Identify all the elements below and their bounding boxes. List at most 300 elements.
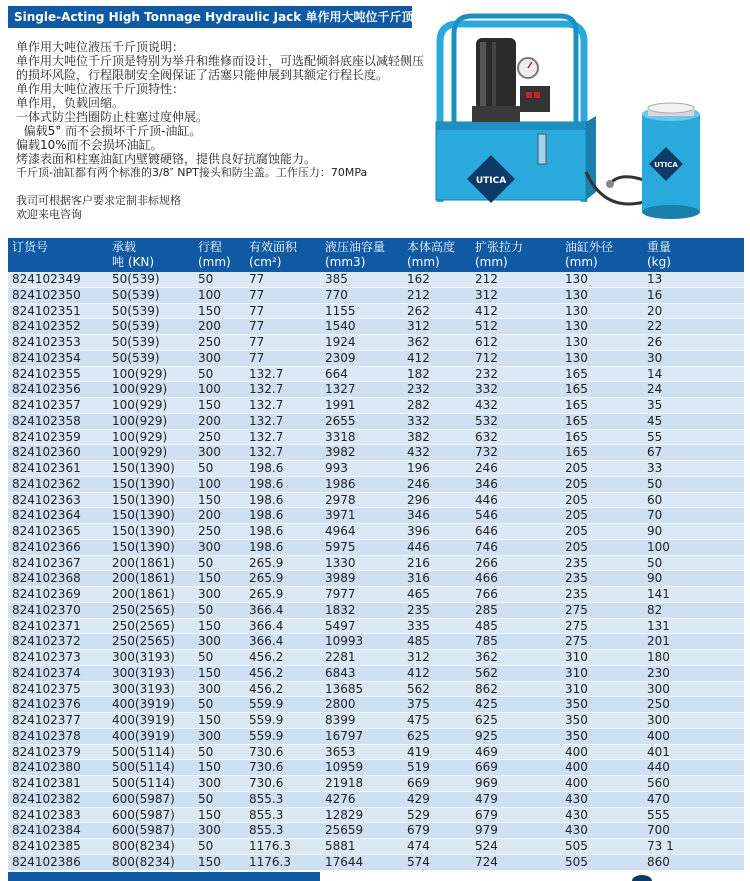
column-header — [194, 238, 245, 272]
table-cell: 532 — [475, 413, 498, 428]
column-header-label: 液压油容量 — [325, 240, 386, 254]
table-cell: 679 — [407, 823, 430, 838]
header-title-bar — [8, 6, 412, 28]
table-cell: 205 — [565, 461, 588, 475]
table-cell: 862 — [475, 681, 498, 696]
table-row — [8, 335, 744, 351]
table-cell: 785 — [475, 634, 498, 649]
table-cell: 600(5987) — [112, 807, 175, 822]
description-paragraph-1: 单作用大吨位千斤顶是特别为举升和维修而设计，可选配倾斜底座以减轻侧压的损坏风险，行程限制安全阀保证了活塞只能伸展到其额定行程长度。 — [16, 54, 425, 82]
spec-table — [8, 238, 744, 871]
table-cell: 232 — [475, 366, 498, 381]
table-cell: 200 — [198, 508, 221, 523]
table-cell: 524 — [475, 839, 498, 853]
table-cell: 150 — [198, 303, 221, 318]
table-cell: 50 — [198, 366, 214, 381]
table-cell: 130 — [565, 287, 588, 302]
page-title: Single-Acting High Tonnage Hydraulic Jack 单作用大吨位千斤顶 — [14, 10, 414, 24]
table-cell: 50 — [198, 839, 214, 853]
table-cell: 479 — [475, 791, 498, 806]
table-row — [8, 634, 744, 650]
table-cell: 300 — [198, 681, 221, 696]
table-cell: 132.7 — [249, 366, 284, 381]
table-cell: 165 — [565, 413, 588, 428]
valve-block — [520, 86, 550, 112]
table-cell: 400(3919) — [112, 697, 175, 712]
table-cell: 300(3193) — [112, 650, 175, 664]
table-cell: 469 — [475, 744, 498, 759]
table-cell: 346 — [475, 476, 498, 491]
table-cell: 824102383 — [12, 807, 81, 822]
table-cell: 180 — [647, 650, 670, 664]
table-cell: 400 — [565, 744, 588, 759]
table-cell: 150 — [198, 760, 221, 775]
table-cell: 824102351 — [12, 303, 81, 318]
table-row — [8, 854, 744, 870]
table-cell: 70 — [647, 508, 663, 523]
table-cell: 26 — [647, 335, 663, 349]
table-row — [8, 807, 744, 823]
table-cell: 24 — [647, 382, 663, 397]
table-cell: 300 — [198, 823, 221, 838]
table-row — [8, 445, 744, 461]
table-cell: 824102376 — [12, 697, 81, 712]
table-cell: 1540 — [325, 319, 356, 334]
table-cell: 300(3193) — [112, 665, 175, 680]
table-row — [8, 571, 744, 587]
column-header — [471, 238, 561, 272]
table-cell: 730.6 — [249, 744, 284, 759]
table-cell: 150 — [198, 854, 221, 869]
table-cell: 67 — [647, 445, 663, 460]
table-cell: 860 — [647, 854, 670, 869]
table-cell: 50(539) — [112, 303, 160, 318]
table-cell: 824102381 — [12, 776, 81, 790]
table-cell: 824102372 — [12, 634, 81, 649]
column-header-unit: (mm) — [565, 255, 598, 269]
table-header — [8, 238, 744, 272]
table-cell: 50 — [647, 555, 663, 570]
table-cell: 198.6 — [249, 492, 284, 507]
table-cell: 300 — [198, 350, 221, 365]
table-cell: 456.2 — [249, 665, 284, 680]
table-cell: 100(929) — [112, 413, 168, 428]
table-cell: 612 — [475, 335, 498, 349]
table-cell: 90 — [647, 571, 663, 586]
table-cell: 3982 — [325, 445, 356, 460]
table-row — [8, 461, 744, 477]
table-cell: 132.7 — [249, 429, 284, 444]
table-cell: 400(3919) — [112, 728, 175, 743]
table-cell: 50 — [198, 555, 214, 570]
column-header-label: 本体高度 — [407, 240, 456, 254]
table-cell: 669 — [407, 776, 430, 790]
table-cell: 824102353 — [12, 335, 81, 349]
table-cell: 824102377 — [12, 713, 81, 727]
table-cell: 250 — [198, 429, 221, 444]
table-cell: 250 — [198, 524, 221, 538]
spec-table-container — [8, 238, 744, 871]
table-cell: 396 — [407, 524, 430, 538]
table-cell: 130 — [565, 303, 588, 318]
table-cell: 132.7 — [249, 398, 284, 412]
table-cell: 265.9 — [249, 571, 284, 586]
table-cell: 100(929) — [112, 445, 168, 460]
table-cell: 335 — [407, 618, 430, 633]
description-block — [16, 40, 426, 222]
table-cell: 250(2565) — [112, 634, 175, 649]
table-cell: 310 — [565, 681, 588, 696]
table-row — [8, 650, 744, 666]
table-cell: 165 — [565, 445, 588, 460]
table-cell: 250 — [647, 697, 670, 712]
table-cell: 1986 — [325, 476, 356, 491]
column-header-unit: (kg) — [647, 255, 671, 269]
table-row — [8, 303, 744, 319]
feature-item: 偏载5° 而不会损坏千斤顶-油缸。 — [16, 124, 202, 138]
table-cell: 246 — [475, 461, 498, 475]
table-cell: 50 — [198, 272, 214, 286]
table-cell: 8399 — [325, 713, 356, 727]
table-cell: 275 — [565, 618, 588, 633]
table-cell: 100 — [647, 539, 670, 554]
table-cell: 33 — [647, 461, 663, 475]
table-cell: 429 — [407, 791, 430, 806]
table-cell: 150 — [198, 571, 221, 586]
table-row — [8, 319, 744, 335]
column-header-label: 订货号 — [12, 240, 49, 254]
table-cell: 196 — [407, 461, 430, 475]
table-cell: 13 — [647, 272, 663, 286]
table-cell: 312 — [407, 319, 430, 334]
table-cell: 712 — [475, 350, 498, 365]
table-cell: 350 — [565, 697, 588, 712]
table-row — [8, 713, 744, 729]
table-cell: 332 — [407, 413, 430, 428]
footer-logo-icon — [622, 872, 662, 881]
table-cell: 90 — [647, 524, 663, 538]
table-row — [8, 539, 744, 555]
table-cell: 3653 — [325, 744, 356, 759]
table-cell: 430 — [565, 823, 588, 838]
table-cell: 265.9 — [249, 555, 284, 570]
table-cell: 400 — [565, 776, 588, 790]
table-cell: 2309 — [325, 350, 356, 365]
table-cell: 346 — [407, 508, 430, 523]
table-cell: 432 — [475, 398, 498, 412]
pump-tank — [436, 122, 586, 200]
table-cell: 732 — [475, 445, 498, 460]
table-cell: 296 — [407, 492, 430, 507]
product-image — [414, 2, 750, 236]
table-cell: 275 — [565, 602, 588, 617]
table-cell: 440 — [647, 760, 670, 775]
table-cell: 300 — [647, 713, 670, 727]
table-cell: 22 — [647, 319, 663, 334]
table-cell: 470 — [647, 791, 670, 806]
table-cell: 366.4 — [249, 618, 284, 633]
table-cell: 50 — [647, 476, 663, 491]
column-header-label: 扩张拉力 — [475, 240, 524, 254]
table-cell: 100 — [198, 476, 221, 491]
table-cell: 150 — [198, 807, 221, 822]
column-header — [321, 238, 403, 272]
table-cell: 7977 — [325, 587, 356, 601]
table-cell: 77 — [249, 350, 265, 365]
table-cell: 312 — [407, 650, 430, 664]
table-row — [8, 508, 744, 524]
table-row — [8, 618, 744, 634]
table-cell: 625 — [475, 713, 498, 727]
table-cell: 150 — [198, 618, 221, 633]
table-row — [8, 492, 744, 508]
footer-bar — [8, 872, 320, 881]
column-header-unit: (mm) — [198, 255, 231, 269]
table-cell: 100(929) — [112, 398, 168, 412]
table-row — [8, 524, 744, 540]
table-cell: 969 — [475, 776, 498, 790]
table-cell: 800(8234) — [112, 839, 175, 853]
table-cell: 401 — [647, 744, 670, 759]
table-cell: 824102354 — [12, 350, 81, 365]
table-row — [8, 697, 744, 713]
table-cell: 382 — [407, 429, 430, 444]
table-cell: 600(5987) — [112, 823, 175, 838]
table-cell: 485 — [407, 634, 430, 649]
table-cell: 30 — [647, 350, 663, 365]
table-cell: 1327 — [325, 382, 356, 397]
table-row — [8, 476, 744, 492]
table-cell: 375 — [407, 697, 430, 712]
table-cell: 21918 — [325, 776, 364, 790]
table-cell: 132.7 — [249, 445, 284, 460]
table-cell: 824102362 — [12, 476, 81, 491]
table-cell: 419 — [407, 744, 430, 759]
table-row — [8, 602, 744, 618]
table-cell: 1832 — [325, 602, 356, 617]
table-cell: 73 1 — [647, 839, 674, 853]
table-cell: 131 — [647, 618, 670, 633]
table-cell: 132.7 — [249, 413, 284, 428]
table-cell: 824102365 — [12, 524, 81, 538]
table-cell: 4964 — [325, 524, 356, 538]
table-cell: 235 — [565, 571, 588, 586]
table-cell: 512 — [475, 319, 498, 334]
table-cell: 300 — [198, 728, 221, 743]
table-cell: 400(3919) — [112, 713, 175, 727]
table-cell: 205 — [565, 476, 588, 491]
table-cell: 855.3 — [249, 823, 284, 838]
table-cell: 574 — [407, 854, 430, 869]
table-cell: 235 — [565, 587, 588, 601]
hydraulic-cylinder — [642, 103, 700, 219]
table-cell: 446 — [407, 539, 430, 554]
column-header-unit: (cm²) — [249, 255, 282, 269]
table-cell: 141 — [647, 587, 670, 601]
table-cell: 275 — [565, 634, 588, 649]
table-cell: 82 — [647, 602, 663, 617]
table-cell: 730.6 — [249, 760, 284, 775]
table-cell: 165 — [565, 429, 588, 444]
table-row — [8, 823, 744, 839]
table-cell: 824102384 — [12, 823, 81, 838]
table-row — [8, 413, 744, 429]
table-cell: 824102358 — [12, 413, 81, 428]
table-cell: 430 — [565, 807, 588, 822]
table-cell: 14 — [647, 366, 663, 381]
table-cell: 475 — [407, 713, 430, 727]
table-cell: 446 — [475, 492, 498, 507]
table-cell: 77 — [249, 272, 265, 286]
table-row — [8, 350, 744, 366]
table-cell: 466 — [475, 571, 498, 586]
table-cell: 246 — [407, 476, 430, 491]
table-cell: 529 — [407, 807, 430, 822]
table-cell: 400 — [565, 760, 588, 775]
table-cell: 432 — [407, 445, 430, 460]
svg-text:UTICA: UTICA — [654, 161, 678, 169]
table-row — [8, 760, 744, 776]
table-cell: 77 — [249, 319, 265, 334]
table-cell: 16 — [647, 287, 663, 302]
column-header — [245, 238, 321, 272]
table-cell: 824102361 — [12, 461, 81, 475]
table-cell: 824102356 — [12, 382, 81, 397]
column-header-unit: 吨 (KN) — [112, 255, 155, 269]
table-cell: 150 — [198, 398, 221, 412]
column-header-label: 重量 — [647, 240, 672, 254]
table-cell: 362 — [475, 650, 498, 664]
table-cell: 50 — [198, 650, 214, 664]
table-cell: 5975 — [325, 539, 356, 554]
table-cell: 232 — [407, 382, 430, 397]
table-cell: 50 — [198, 602, 214, 617]
table-cell: 77 — [249, 287, 265, 302]
column-header-unit: (mm) — [475, 255, 508, 269]
table-cell: 700 — [647, 823, 670, 838]
table-row — [8, 744, 744, 760]
table-cell: 35 — [647, 398, 663, 412]
table-cell: 824102367 — [12, 555, 81, 570]
table-cell: 770 — [325, 287, 348, 302]
table-cell: 300 — [647, 681, 670, 696]
column-header-label: 行程 — [198, 240, 223, 254]
table-cell: 198.6 — [249, 508, 284, 523]
table-cell: 1155 — [325, 303, 356, 318]
table-cell: 465 — [407, 587, 430, 601]
table-cell: 350 — [565, 713, 588, 727]
table-cell: 316 — [407, 571, 430, 586]
table-cell: 824102371 — [12, 618, 81, 633]
table-cell: 824102382 — [12, 791, 81, 806]
table-cell: 1924 — [325, 335, 356, 349]
table-cell: 50 — [198, 791, 214, 806]
table-cell: 2655 — [325, 413, 356, 428]
table-cell: 730.6 — [249, 776, 284, 790]
table-cell: 77 — [249, 335, 265, 349]
table-cell: 300 — [198, 539, 221, 554]
table-cell: 266 — [475, 555, 498, 570]
table-cell: 559.9 — [249, 728, 284, 743]
table-cell: 100(929) — [112, 429, 168, 444]
table-cell: 10959 — [325, 760, 364, 775]
column-header — [403, 238, 471, 272]
table-cell: 824102369 — [12, 587, 81, 601]
table-row — [8, 681, 744, 697]
table-cell: 100 — [198, 287, 221, 302]
table-cell: 362 — [407, 335, 430, 349]
table-cell: 5497 — [325, 618, 356, 633]
table-cell: 824102363 — [12, 492, 81, 507]
table-cell: 824102373 — [12, 650, 81, 664]
column-header — [643, 238, 744, 272]
table-cell: 800(8234) — [112, 854, 175, 869]
table-cell: 824102374 — [12, 665, 81, 680]
table-cell: 200 — [198, 413, 221, 428]
table-cell: 560 — [647, 776, 670, 790]
column-header-label: 油缸外径 — [565, 240, 614, 254]
table-cell: 150(1390) — [112, 461, 175, 475]
table-cell: 474 — [407, 839, 430, 853]
table-cell: 485 — [475, 618, 498, 633]
feature-item: 单作用，负载回缩。 — [16, 96, 125, 110]
table-cell: 216 — [407, 555, 430, 570]
table-cell: 285 — [475, 602, 498, 617]
table-cell: 205 — [565, 508, 588, 523]
column-header-label: 承载 — [112, 240, 137, 254]
description-heading-2: 单作用大吨位液压千斤顶特性： — [16, 82, 185, 96]
table-cell: 430 — [565, 791, 588, 806]
table-cell: 310 — [565, 650, 588, 664]
table-cell: 150(1390) — [112, 492, 175, 507]
table-cell: 201 — [647, 634, 670, 649]
table-row — [8, 382, 744, 398]
custom-note: 我司可根据客户要求定制非标规格 — [16, 194, 181, 207]
table-cell: 1176.3 — [249, 839, 291, 853]
table-cell: 165 — [565, 366, 588, 381]
table-row — [8, 429, 744, 445]
table-row — [8, 398, 744, 414]
table-cell: 400 — [647, 728, 670, 743]
table-cell: 4276 — [325, 791, 356, 806]
table-cell: 200(1861) — [112, 555, 175, 570]
table-row — [8, 366, 744, 382]
table-cell: 300(3193) — [112, 681, 175, 696]
table-cell: 16797 — [325, 728, 364, 743]
table-cell: 205 — [565, 492, 588, 507]
table-cell: 10993 — [325, 634, 364, 649]
table-cell: 150(1390) — [112, 524, 175, 538]
table-cell: 559.9 — [249, 697, 284, 712]
table-cell: 366.4 — [249, 602, 284, 617]
table-cell: 412 — [407, 350, 430, 365]
table-cell: 824102352 — [12, 319, 81, 334]
table-cell: 600(5987) — [112, 791, 175, 806]
table-cell: 500(5114) — [112, 744, 175, 759]
table-cell: 1991 — [325, 398, 356, 412]
table-cell: 165 — [565, 398, 588, 412]
table-cell: 130 — [565, 350, 588, 365]
table-cell: 824102375 — [12, 681, 81, 696]
table-cell: 824102364 — [12, 508, 81, 523]
table-cell: 425 — [475, 697, 498, 712]
table-cell: 265.9 — [249, 587, 284, 601]
feature-item: 偏载10%而不会损坏油缸。 — [16, 138, 163, 152]
table-cell: 165 — [565, 382, 588, 397]
table-cell: 130 — [565, 335, 588, 349]
table-cell: 50(539) — [112, 335, 160, 349]
table-row — [8, 555, 744, 571]
